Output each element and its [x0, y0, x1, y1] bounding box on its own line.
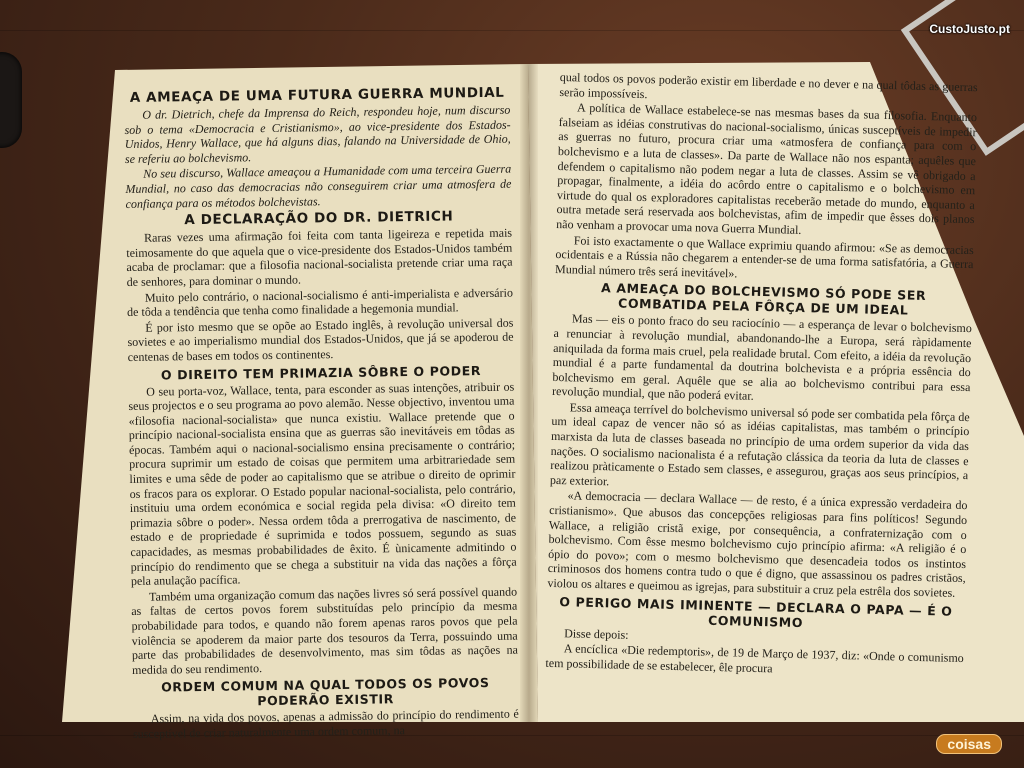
left-page-text [124, 83, 519, 743]
paragraph: Foi isto exactamente o que Wallace exprimiu quando afirmou: «Se as democracias ocidentais e a Rússia não chegarem a entender-se de uma forma satisfatória, a Guerra Mundial número três será inevitável». [554, 232, 974, 281]
dark-object [0, 52, 22, 148]
paragraph: Disse depois: [564, 625, 629, 642]
paragraph: Mas — eis o ponto fraco do seu raciocínio — a esperança de levar o bolchevismo a renunciar à revolução mundial, abandonando-lhe a Europa, será ràpidamente aniquilada da forma mais cruel, pela realidade brutal. Com efeito, a idéia da revolução mundial é a parte fundamental da doutrina bolchevista e a própria essência do bolchevismo em geral. Aquêle que se alia ao bolchevismo contribui para essa revolução mundial, que não poderá evitar. [551, 311, 972, 404]
right-page-text [545, 70, 978, 681]
paragraph: Assim, na vida dos povos, apenas a admissão do princípio do rendimento é susceptível de criar naturalmente uma ordem comum, na [132, 706, 519, 741]
site-badge: coisas [936, 734, 1002, 754]
paragraph: Raras vezes uma afirmação foi feita com tanta ligeireza e repetida mais teimosamente do que aquela que o vice-presidente dos Estados-Unidos também acaba de proclamar: que a filosofia nacional-socialista pretende criar uma raça de senhores, para dominar o mundo. [126, 225, 513, 289]
paragraph: A política de Wallace estabelece-se nas mesmas bases da sua filosofia. Enquanto falseiam as idéias construtivas do nacional-socialismo, únicas susceptíveis de impedir as guerras no futuro, procura criar uma «atmosfera de confiança para com o bolchevismo e a luta de classes». Da parte de Wallace não nos espanta; aquêles que defendem o capitalismo não podem negar a luta de classes. Assim se vê obrigado a propagar, finalmente, a idéia do acôrdo entre o capitalismo e o bolchevismo em virtude do qual os exploradores capitalistas receberão metade do mundo, enquanto a outra metade será reservada aos bolchevistas, afim de impedir que êsses dois planos não venham a provocar uma nova Guerra Mundial. [556, 100, 978, 237]
book-gutter [520, 64, 538, 722]
paragraph: O seu porta-voz, Wallace, tenta, para esconder as suas intenções, atribuir os seus projectos e o seu programa ao povo alemão. Nesse objectivo, inventou uma «filosofia nacional-socialista» que nunca existiu. Wallace pretende que o princípio nacional-socialista ensina que as guerras são inevitáveis em tôdas as épocas. Também aqui o nacional-socialismo ensina precisamente o contrário; procura suprimir um estado de coisas que permitem uma arbitrariedade sem limites e uma sêde de poder ao capitalismo que se atribue o direito de oprimir os fracos para os explorar. O Estado popular nacional-socialista, pelo contrário, instituiu uma ordem económica e social regida pela divisa: «O direito tem primazia sôbre o poder». Nessa ordem tôda a prerrogativa de nascimento, de estado e de propriedade é suprimida e todos possuem, segundo as suas capacidades, as mesmas probabilidades de êxito. É ùnicamente admitindo o princípio do rendimento que se chega a substituir na vida das nações a fôrça pela anulação pacífica. [128, 379, 517, 589]
paragraph: qual todos os povos poderão existir em liberdade e no dever e na qual tôdas as guerras serão impossíveis. [559, 70, 978, 101]
paragraph: Essa ameaça terrível do bolchevismo universal só pode ser combatida pela fôrça de um ideal capaz de vencer não só as idéias capitalistas, mas também o princípio marxista da luta de classes baseada no princípio de uma ordem superior da vida das nações. O socialismo nacionalista é a refutação clássica da teoria da luta de classes e realizou pràticamente o Estado sem classes, e assegurou, graças aos seus princípios, a paz exterior. [549, 400, 970, 489]
heading-future-war: A AMEAÇA DE UMA FUTURA GUERRA MUNDIAL [129, 84, 505, 106]
heading-dietrich-declaration: A DECLARAÇÃO DO DR. DIETRICH [184, 208, 454, 229]
paragraph: Muito pelo contrário, o nacional-socialismo é anti-imperialista e adversário de tôda a tendência que tenha como finalidade a hegemonia mundial. [127, 285, 513, 320]
paragraph: Também uma organização comum das nações livres só será possível quando as faltas de certos povos forem substituídas pelo princípio da mesma probabilidade para todos, e quando não forem apenas raros povos que pela violência se apoderem da maior parte dos tesouros da Terra, possuindo uma parte das probabilidades de desenvolvimento, mas sim tôdas as nações na medida do seu rendimento. [131, 584, 518, 677]
heading-law-over-power: O DIREITO TEM PRIMAZIA SÔBRE O PODER [160, 362, 482, 383]
paragraph: «A democracia — declara Wallace — de resto, é a única expressão verdadeira do cristianismo». Que abusos das concepções religiosas para fins políticos! Segundo Wallace, a religião cristã exige, por consequência, a confraternização com o bolchevismo. Com êsse mesmo bolchevismo cujo princípio afirma: «A religião é o ópio do povo»; com o mesmo bolchevismo que desencadeia todos os instintos criminosos dos homens contra tudo o que é digno, que assassinou os padres cristãos, violou os altares e queimou as igrejas, para substituir a cruz pela estrêla dos sovietes. [547, 488, 968, 600]
paragraph: É por isto mesmo que se opõe ao Estado inglês, à revolução universal dos sovietes e ao imperialismo mundial dos Estados-Unidos, que já se apoderou de centenas de bases em todos os continentes. [127, 315, 514, 364]
heading-imminent-danger: O PERIGO MAIS IMINENTE — DECLARA O PAPA — É O COMUNISMO [559, 593, 953, 630]
site-watermark: CustoJusto.pt [929, 22, 1010, 36]
wood-grain [0, 30, 1024, 31]
paragraph: O dr. Dietrich, chefe da Imprensa do Reich, respondeu hoje, num discurso sob o tema «Democracia e Cristianismo», ao vice-presidente dos Estados-Unidos, Henry Wallace, que há alguns dias, falando na Universidade de Ohio, se referiu ao bolchevismo. [124, 102, 511, 166]
heading-bolshevism-threat: A AMEAÇA DO BOLCHEVISMO SÓ PODE SER COMBATIDA PELA FÔRÇA DE UM IDEAL [600, 280, 927, 318]
paragraph: No seu discurso, Wallace ameaçou a Humanidade com uma terceira Guerra Mundial, no caso das democracias não conseguirem criar uma atmosfera de confiança para os métodos bolchevistas. [125, 161, 512, 211]
paragraph: A encíclica «Die redemptoris», de 19 de Março de 1937, diz: «Onde o comunismo tem possibilidade de se estabelecer, êle procura [545, 641, 964, 676]
heading-common-order: ORDEM COMUM NA QUAL TODOS OS POVOS PODERÃO EXISTIR [161, 675, 490, 709]
